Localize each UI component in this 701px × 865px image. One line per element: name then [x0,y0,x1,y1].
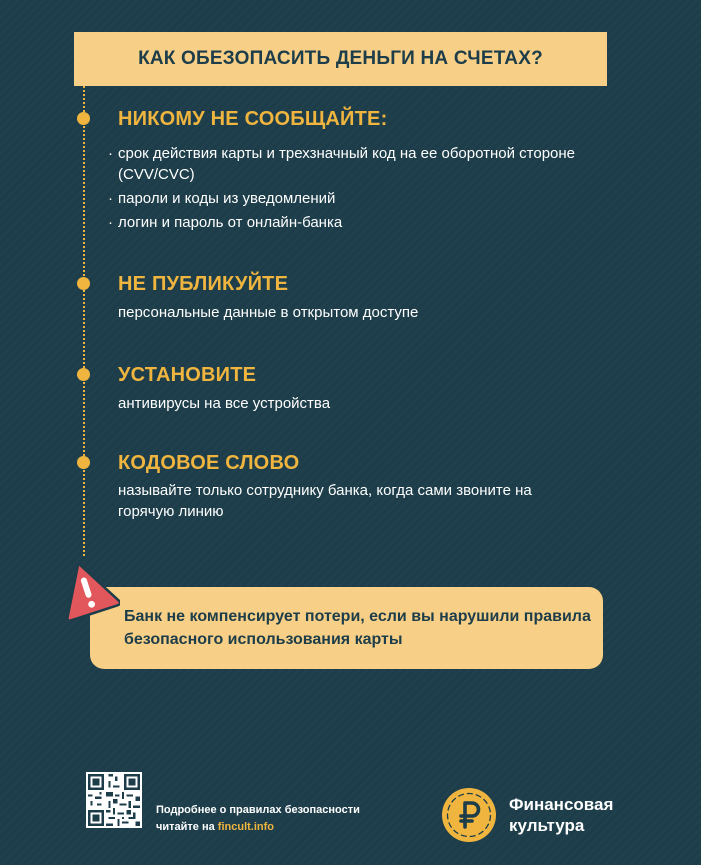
list-item-text: логин и пароль от онлайн-банка [118,214,343,231]
list-item [108,143,608,185]
page-title: КАК ОБЕЗОПАСИТЬ ДЕНЬГИ НА СЧЕТАХ? [74,32,607,86]
section-text-install: антивирусы на все устройства [118,395,331,412]
list-item [108,188,608,209]
footer-line2 [156,819,360,836]
timeline-dot [77,368,90,381]
section-title-code-word: КОДОВОЕ СЛОВО [118,452,300,474]
dont-share-list [108,143,608,236]
list-item-text: пароли и коды из уведомлений [118,190,336,207]
timeline-line [83,86,85,556]
footer-info [156,802,360,836]
footer-line2-prefix: читайте на [156,821,218,833]
logo-text [509,794,613,836]
bullet: · [108,214,113,231]
section-title-dont-share: НИКОМУ НЕ СООБЩАЙТЕ: [118,108,388,130]
footer-line1: Подробнее о правилах безопасности [156,804,360,816]
ruble-coin-icon [441,787,497,843]
timeline-dot [77,112,90,125]
section-text-code-word: называйте только сотруднику банка, когда сами звоните на горячую линию [118,482,532,520]
fincult-link[interactable]: fincult.info [217,821,275,833]
bullet: · [108,145,113,162]
section-text-dont-publish: персональные данные в открытом доступе [118,304,419,321]
timeline-dot [77,277,90,290]
bullet: · [108,190,113,207]
list-item-text: срок действия карты и трехзначный код на ее оборотной стороне (CVV/CVC) [118,145,576,183]
warning-triangle-icon [54,556,120,620]
section-title-install: УСТАНОВИТЕ [118,364,257,386]
list-item [108,212,608,233]
warning-text: Банк не компенсирует потери, если вы нарушили правила безопасного использования карты [124,608,591,648]
qr-code-icon[interactable] [86,772,142,828]
timeline-dot [77,456,90,469]
logo-line2: культура [509,816,585,835]
section-title-dont-publish: НЕ ПУБЛИКУЙТЕ [118,273,289,295]
logo-line1: Финансовая [509,795,614,814]
